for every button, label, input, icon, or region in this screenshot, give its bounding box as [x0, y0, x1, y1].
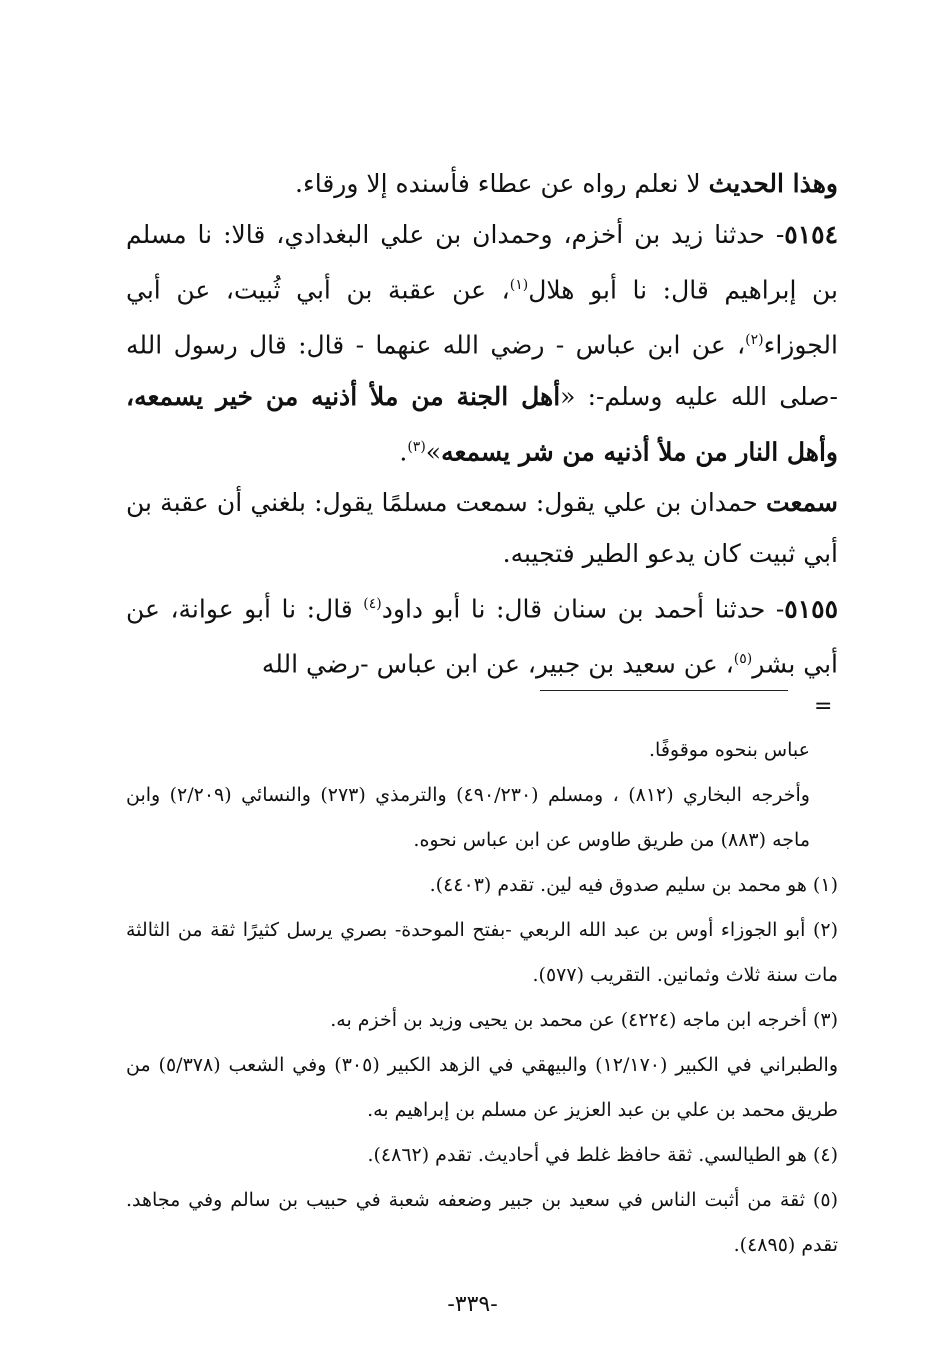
- paragraph-note: [126, 477, 838, 579]
- text-run: لا نعلم رواه عن عطاء فأسنده إلا ورقاء.: [295, 169, 709, 198]
- text-run: قال: نا أبو عوانة، عن أبي بشر: [126, 594, 838, 679]
- footnote-separator: [540, 690, 788, 691]
- footnote-ref-4: (٤): [363, 595, 382, 612]
- text-run: - حدثنا أحمد بن سنان قال: نا أبو داود: [381, 594, 785, 624]
- footnote-ref-3: (٣): [407, 438, 426, 455]
- lead-bold: سمعت: [765, 487, 838, 517]
- footnotes: [126, 728, 838, 1268]
- footnote-4: (٤) هو الطيالسي. ثقة حافظ غلط في أحاديث. تقدم (٤٨٦٢).: [367, 1144, 838, 1166]
- footnote-1: (١) هو محمد بن سليم صدوق فيه لين. تقدم (٤٤٠٣).: [429, 874, 838, 896]
- text-run: .: [399, 436, 408, 466]
- text-run: »: [425, 436, 442, 466]
- hadith-number: ٥١٥٤: [784, 220, 838, 249]
- hadith-5154: [126, 209, 838, 477]
- text-run: - حدثنا زيد بن أخزم، وحمدان بن علي البغدادي، قالا: نا مسلم بن إبراهيم قال: نا أبو هلال: [126, 220, 838, 305]
- footnote-ref-1: (١): [509, 277, 529, 293]
- hadith-5155: [126, 579, 838, 690]
- hadith-number: ٥١٥٥: [784, 594, 838, 624]
- footnote-ref-5: (٥): [733, 651, 753, 668]
- text-run: حمدان بن علي يقول: سمعت مسلمًا يقول: بلغني أن عقبة بن أبي ثبيت كان يدعو الطير فتجيبه.: [126, 487, 838, 568]
- text-run: ، عن سعيد بن جبير، عن ابن عباس -رضي الله: [261, 649, 734, 679]
- main-text: [126, 158, 838, 690]
- footnote-3-continued: والطبراني في الكبير (١٢/١٧٠) والبيهقي في الزهد الكبير (٣٠٥) وفي الشعب (٥/٣٧٨) من طريق محمد بن علي بن عبد العزيز عن مسلم بن إبراهيم به.: [126, 1054, 839, 1121]
- page-number: -٣٣٩-: [447, 1292, 498, 1317]
- footnote-continuation: وأخرجه البخاري (٨١٢) ، ومسلم (٤٩٠/٢٣٠) والترمذي (٢٧٣) والنسائي (٢/٢٠٩) وابن ماجه (٨٨٣) من طريق طاوس عن ابن عباس نحوه.: [126, 784, 810, 851]
- hadith-matn: أهل الجنة من ملأ أذنيه من خير يسمعه، وأهل النار من ملأ أذنيه من شر يسمعه: [126, 381, 838, 466]
- footnote-ref-2: (٢): [745, 332, 764, 349]
- footnote-continuation: عباس بنحوه موقوفًا.: [649, 739, 810, 761]
- footnote-5: (٥) ثقة من أثبت الناس في سعيد بن جبير وضعفه شعبة في حبيب بن سالم وفي مجاهد. تقدم (٤٨٩٥).: [126, 1189, 838, 1256]
- paragraph-intro: [126, 158, 838, 209]
- text-run: ، عن ابن عباس - رضي الله عنهما - قال: قال رسول الله -صلى الله عليه وسلم-: «: [126, 330, 839, 411]
- lead-bold: وهذا الحديث: [708, 169, 838, 198]
- continuation-mark: =: [814, 694, 833, 719]
- footnote-3: (٣) أخرجه ابن ماجه (٤٢٢٤) عن محمد بن يحيى وزيد بن أخزم به.: [330, 1009, 838, 1031]
- text-run: ، عن عقبة بن أبي ثُبيت، عن أبي الجوزاء: [126, 275, 838, 360]
- footnote-2: (٢) أبو الجوزاء أوس بن عبد الله الربعي -بفتح الموحدة- بصري يرسل كثيرًا ثقة من الثالثة مات سنة ثلاث وثمانين. التقريب (٥٧٧).: [126, 919, 838, 986]
